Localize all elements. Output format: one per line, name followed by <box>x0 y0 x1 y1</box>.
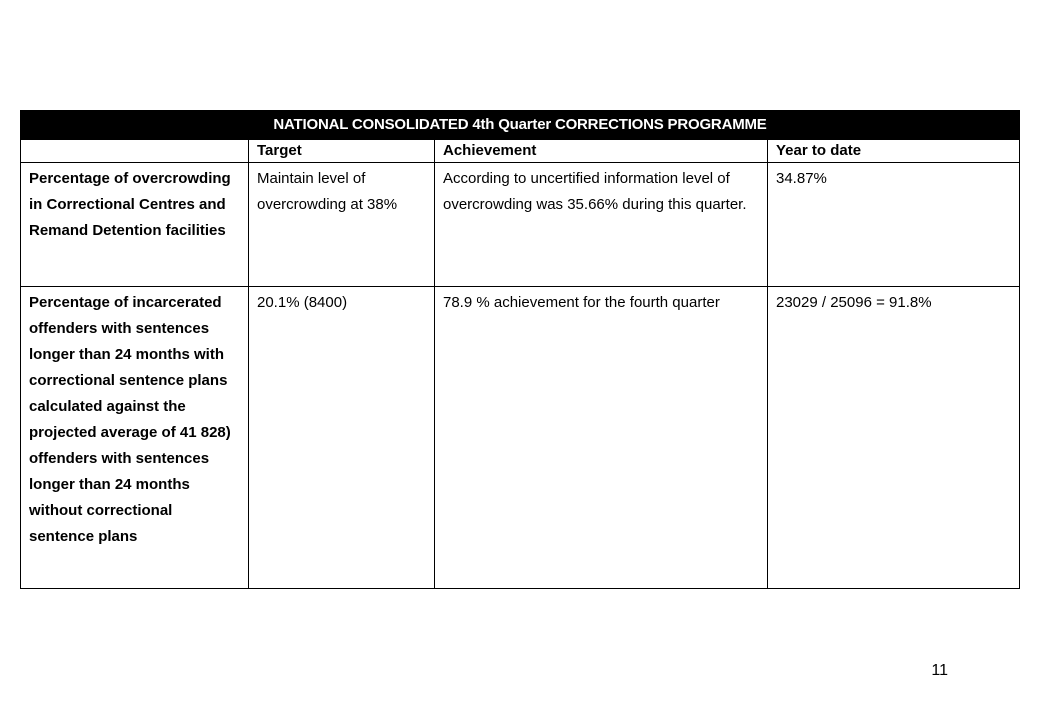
page-number: 11 <box>931 662 948 679</box>
year-to-date-cell: 34.87% <box>768 163 1020 287</box>
target-cell: Maintain level of overcrowding at 38% <box>249 163 435 287</box>
column-header-year-to-date: Year to date <box>768 140 1020 163</box>
year-to-date-cell: 23029 / 25096 = 91.8% <box>768 287 1020 589</box>
table-title-row <box>21 111 1020 140</box>
target-cell: 20.1% (8400) <box>249 287 435 589</box>
column-header-metric <box>21 140 249 163</box>
metric-cell: Percentage of overcrowding in Correctional Centres and Remand Detention facilities <box>21 163 249 287</box>
table-row <box>21 163 1020 287</box>
table-title: NATIONAL CONSOLIDATED 4th Quarter CORRECTIONS PROGRAMME <box>21 111 1020 140</box>
achievement-cell: According to uncertified information level of overcrowding was 35.66% during this quarter. <box>435 163 768 287</box>
table-header-row <box>21 140 1020 163</box>
achievement-cell: 78.9 % achievement for the fourth quarter <box>435 287 768 589</box>
metric-cell: Percentage of incarcerated offenders with sentences longer than 24 months with correctional sentence plans calculated against the projected average of 41 828) offenders with sentences longer than 24 months without correctional sentence plans <box>21 287 249 589</box>
corrections-programme-table <box>20 110 1020 589</box>
table-row <box>21 287 1020 589</box>
column-header-achievement: Achievement <box>435 140 768 163</box>
column-header-target: Target <box>249 140 435 163</box>
